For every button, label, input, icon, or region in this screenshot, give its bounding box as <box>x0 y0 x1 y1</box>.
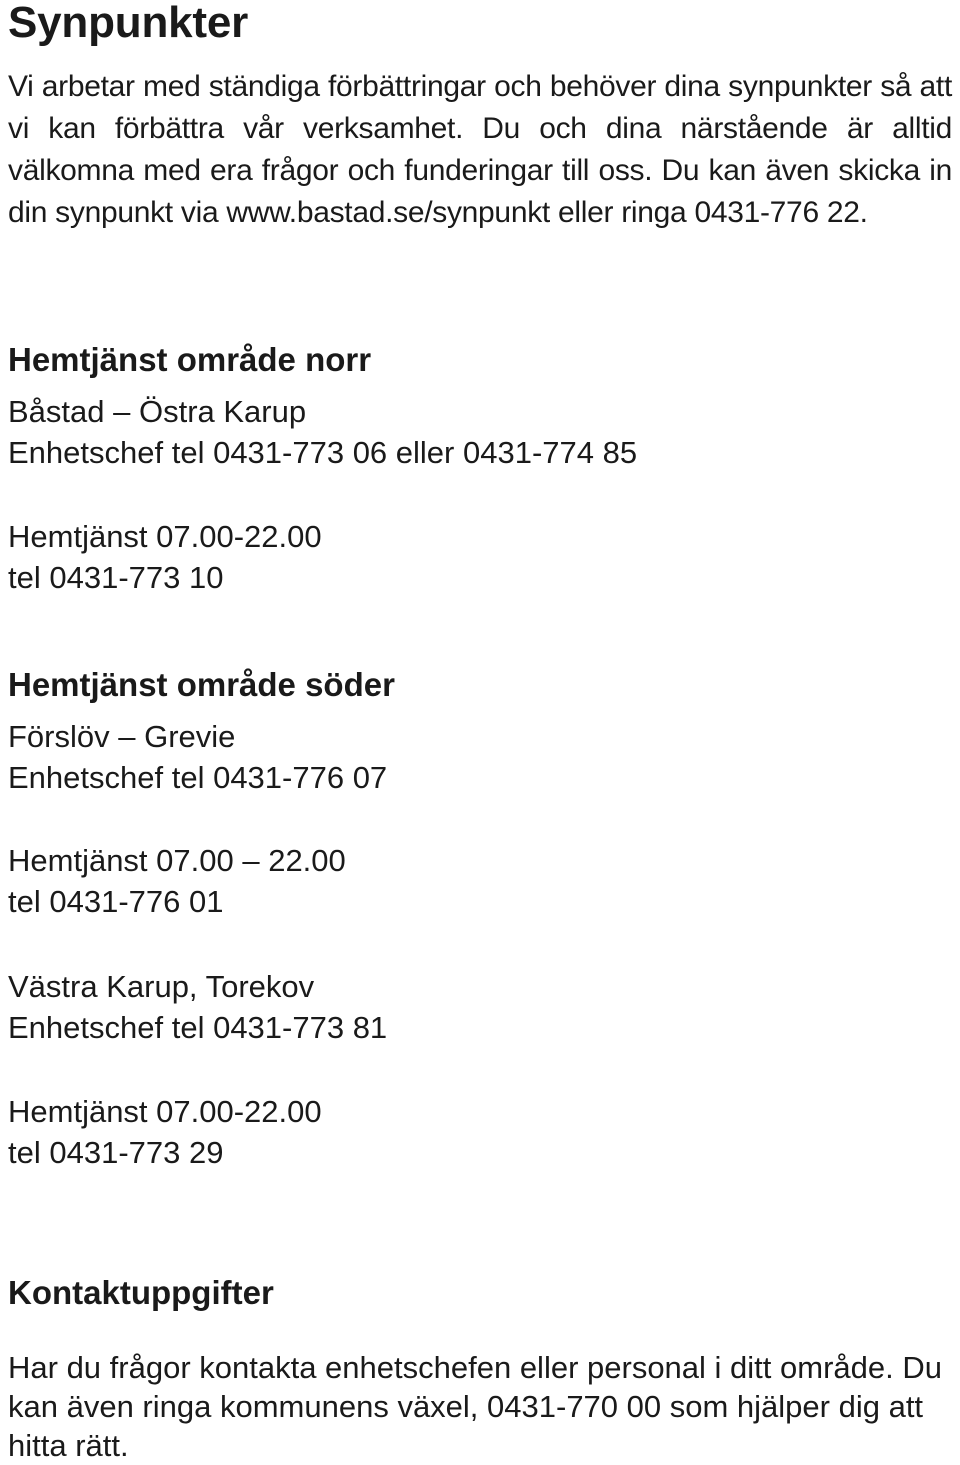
synpunkter-text: Vi arbetar med ständiga förbättringar och behöver dina synpunkter så att vi kan förbättra vår verksamhet. Du och dina närstående är alltid välkomna med era frågor och funderingar till oss. Du kan även skicka in din synpunkt via www.bastad.se/synpunkt eller ringa 0431-776 22. <box>8 70 952 229</box>
soder-hemtjanst-1 <box>8 840 952 922</box>
soder-chef-phone-1: Enhetschef tel 0431-776 07 <box>8 760 388 795</box>
kontakt-text: Har du frågor kontakta enhetschefen eller personal i ditt område. Du kan även ringa kommunens växel, 0431-770 00 som hjälper dig att hitta rätt. <box>8 1350 942 1463</box>
soder-hours-1: Hemtjänst 07.00 – 22.00 <box>8 843 346 878</box>
soder-details-2 <box>8 966 952 1048</box>
soder-area-2: Västra Karup, Torekov <box>8 969 315 1004</box>
norr-heading: Hemtjänst område norr <box>8 341 372 378</box>
norr-hemtjanst <box>8 516 952 598</box>
soder-phone-1: tel 0431-776 01 <box>8 884 224 919</box>
soder-hemtjanst-2 <box>8 1091 952 1173</box>
norr-details <box>8 391 952 473</box>
norr-phone: tel 0431-773 10 <box>8 560 224 595</box>
norr-area: Båstad – Östra Karup <box>8 394 307 429</box>
kontakt-body <box>8 1348 952 1465</box>
soder-chef-phone-2: Enhetschef tel 0431-773 81 <box>8 1010 388 1045</box>
kontakt-heading: Kontaktuppgifter <box>8 1274 274 1311</box>
soder-area-1: Förslöv – Grevie <box>8 719 236 754</box>
synpunkter-heading: Synpunkter <box>8 0 249 47</box>
synpunkter-body <box>8 66 952 234</box>
synpunkter-section <box>8 0 952 46</box>
soder-details-1 <box>8 716 952 798</box>
soder-heading: Hemtjänst område söder <box>8 666 395 703</box>
kontakt-section <box>8 1273 952 1313</box>
norr-section <box>8 340 952 380</box>
soder-section <box>8 665 952 705</box>
soder-phone-2: tel 0431-773 29 <box>8 1135 224 1170</box>
norr-hours: Hemtjänst 07.00-22.00 <box>8 519 322 554</box>
soder-hours-2: Hemtjänst 07.00-22.00 <box>8 1094 322 1129</box>
norr-chef-phone: Enhetschef tel 0431-773 06 eller 0431-774 85 <box>8 435 638 470</box>
